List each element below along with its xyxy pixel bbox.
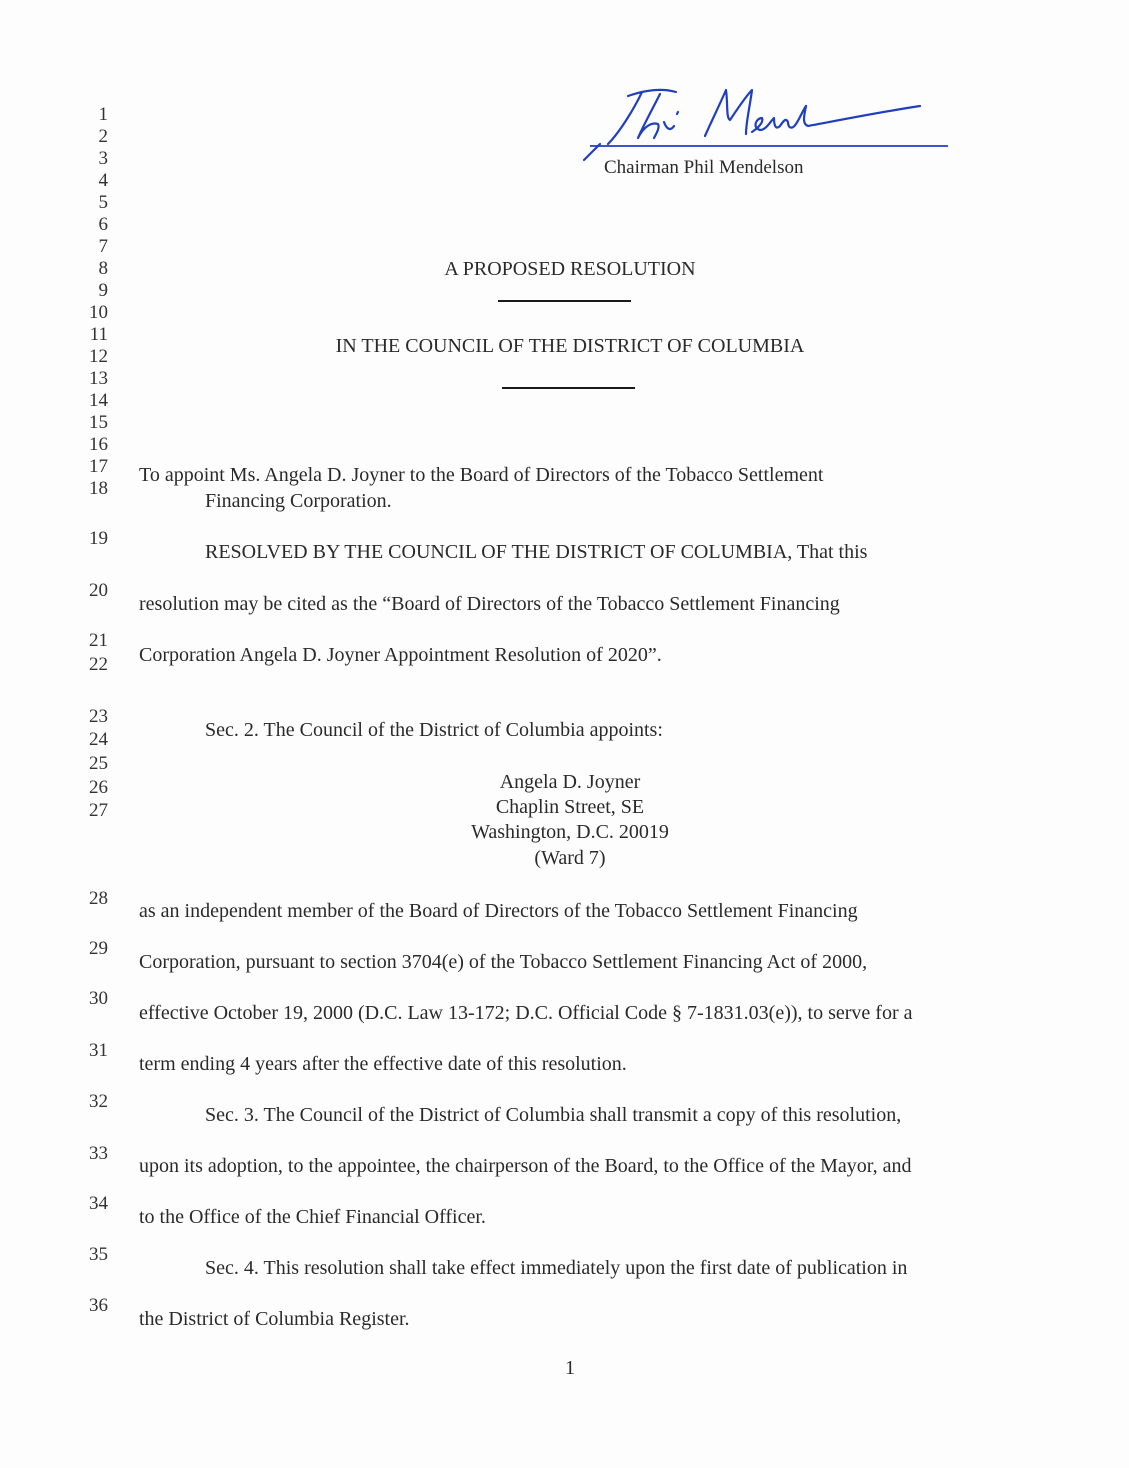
line-number: 33 bbox=[89, 1143, 108, 1164]
page-number: 1 bbox=[565, 1357, 575, 1379]
line-number: 24 bbox=[89, 729, 108, 750]
purpose-line-2: Financing Corporation. bbox=[205, 490, 392, 512]
line-number: 18 bbox=[89, 478, 108, 499]
sec3-line-3: to the Office of the Chief Financial Officer. bbox=[139, 1206, 486, 1228]
sec2-line-3: effective October 19, 2000 (D.C. Law 13-172; D.C. Official Code § 7-1831.03(e)), to serve for a bbox=[139, 1002, 913, 1024]
line-number: 20 bbox=[89, 580, 108, 601]
line-number: 6 bbox=[98, 214, 108, 235]
line-number: 7 bbox=[98, 236, 108, 257]
line-number: 36 bbox=[89, 1295, 108, 1316]
line-number: 9 bbox=[98, 280, 108, 301]
sec2-line-4: term ending 4 years after the effective date of this resolution. bbox=[139, 1053, 627, 1075]
line-number: 4 bbox=[98, 170, 108, 191]
line-number: 29 bbox=[89, 938, 108, 959]
divider bbox=[498, 300, 631, 302]
line-number: 22 bbox=[89, 654, 108, 675]
line-number: 23 bbox=[89, 706, 108, 727]
appointee-city: Washington, D.C. 20019 bbox=[471, 821, 669, 843]
resolved-line-3: Corporation Angela D. Joyner Appointment Resolution of 2020”. bbox=[139, 644, 662, 666]
appointee-ward: (Ward 7) bbox=[534, 847, 606, 869]
line-number: 31 bbox=[89, 1040, 108, 1061]
resolution-title: A PROPOSED RESOLUTION bbox=[444, 258, 696, 280]
resolved-line-1: RESOLVED BY THE COUNCIL OF THE DISTRICT OF COLUMBIA, That this bbox=[205, 541, 868, 563]
appointee-street: Chaplin Street, SE bbox=[495, 796, 645, 818]
sec2-line-2: Corporation, pursuant to section 3704(e) of the Tobacco Settlement Financing Act of 2000, bbox=[139, 951, 868, 973]
sec3-line-2: upon its adoption, to the appointee, the chairperson of the Board, to the Office of the Mayor, and bbox=[139, 1155, 912, 1177]
line-number: 2 bbox=[98, 126, 108, 147]
council-heading: IN THE COUNCIL OF THE DISTRICT OF COLUMBIA bbox=[335, 335, 805, 357]
line-number: 3 bbox=[98, 148, 108, 169]
sec4-line-2: the District of Columbia Register. bbox=[139, 1308, 410, 1330]
appointee-name: Angela D. Joyner bbox=[499, 771, 641, 793]
handwritten-signature bbox=[580, 82, 950, 162]
resolved-line-2: resolution may be cited as the “Board of Directors of the Tobacco Settlement Financing bbox=[139, 593, 840, 615]
line-number: 12 bbox=[89, 346, 108, 367]
sec2-intro: Sec. 2. The Council of the District of Columbia appoints: bbox=[205, 719, 663, 741]
line-number: 11 bbox=[89, 324, 108, 345]
line-number: 1 bbox=[98, 104, 108, 125]
signature-label: Chairman Phil Mendelson bbox=[604, 157, 804, 178]
divider bbox=[502, 387, 635, 389]
line-number: 10 bbox=[89, 302, 108, 323]
line-number: 32 bbox=[89, 1091, 108, 1112]
line-number: 28 bbox=[89, 888, 108, 909]
line-number: 14 bbox=[89, 390, 108, 411]
line-number: 34 bbox=[89, 1193, 108, 1214]
sec4-line-1: Sec. 4. This resolution shall take effect immediately upon the first date of publication in bbox=[205, 1257, 908, 1279]
line-number: 5 bbox=[98, 192, 108, 213]
line-number: 30 bbox=[89, 988, 108, 1009]
line-number: 13 bbox=[89, 368, 108, 389]
line-number: 16 bbox=[89, 434, 108, 455]
sec3-line-1: Sec. 3. The Council of the District of Columbia shall transmit a copy of this resolution, bbox=[205, 1104, 902, 1126]
line-number: 19 bbox=[89, 528, 108, 549]
line-number: 27 bbox=[89, 800, 108, 821]
line-number: 17 bbox=[89, 456, 108, 477]
line-number: 8 bbox=[98, 258, 108, 279]
purpose-line-1: To appoint Ms. Angela D. Joyner to the Board of Directors of the Tobacco Settlement bbox=[139, 464, 824, 486]
sec2-line-1: as an independent member of the Board of Directors of the Tobacco Settlement Financing bbox=[139, 900, 858, 922]
line-number: 25 bbox=[89, 753, 108, 774]
line-number: 15 bbox=[89, 412, 108, 433]
line-number: 21 bbox=[89, 630, 108, 651]
line-number: 35 bbox=[89, 1244, 108, 1265]
line-number: 26 bbox=[89, 777, 108, 798]
